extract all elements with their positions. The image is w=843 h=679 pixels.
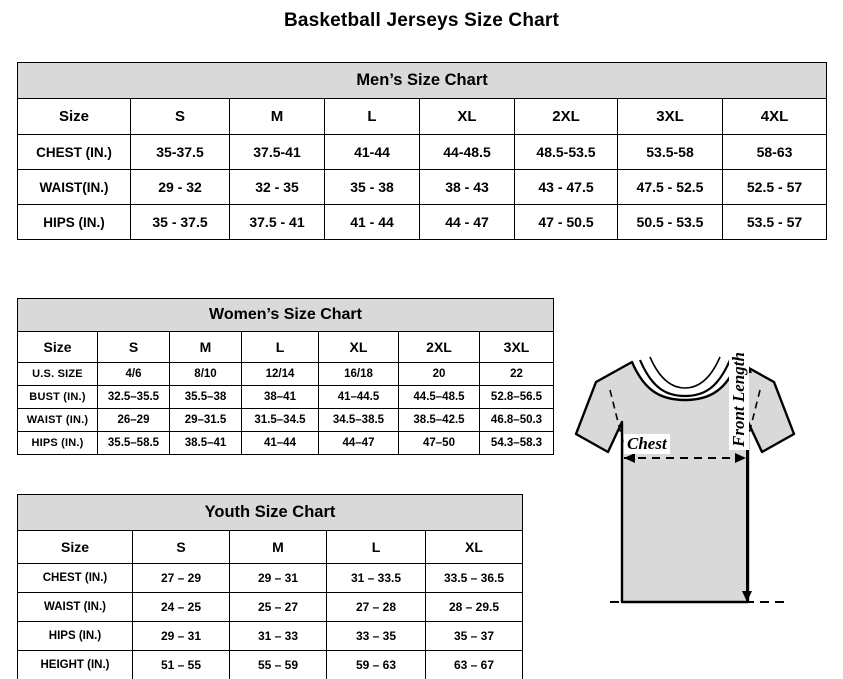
table-cell: 31.5–34.5 [242, 409, 319, 432]
youth-size-chart-section [17, 494, 522, 679]
table-row [18, 363, 554, 386]
column-header: L [327, 531, 426, 564]
table-cell: 38.5–42.5 [399, 409, 480, 432]
column-header: XL [319, 332, 399, 363]
table-cell: 34.5–38.5 [319, 409, 399, 432]
table-row [18, 170, 827, 205]
column-header: XL [426, 531, 523, 564]
table-cell: 52.5 - 57 [723, 170, 827, 205]
table-cell: 44.5–48.5 [399, 386, 480, 409]
row-label: U.S. SIZE [18, 363, 98, 386]
column-header: S [133, 531, 230, 564]
table-cell: 41–44.5 [319, 386, 399, 409]
table-cell: 31 – 33.5 [327, 564, 426, 593]
table-header-row [18, 99, 827, 135]
column-header: Size [18, 531, 133, 564]
column-header: M [230, 99, 325, 135]
table-cell: 46.8–50.3 [480, 409, 554, 432]
column-header: S [98, 332, 170, 363]
jersey-measurement-diagram [540, 330, 840, 670]
table-cell: 35 – 37 [426, 622, 523, 651]
womens-size-table [17, 298, 554, 455]
table-cell: 47 - 50.5 [515, 205, 618, 240]
table-cell: 59 – 63 [327, 651, 426, 679]
table-cell: 26–29 [98, 409, 170, 432]
table-cell: 52.8–56.5 [480, 386, 554, 409]
table-cell: 29 – 31 [133, 622, 230, 651]
table-caption-row [18, 299, 554, 332]
table-cell: 22 [480, 363, 554, 386]
womens-size-chart-section [17, 298, 553, 455]
column-header: 3XL [618, 99, 723, 135]
table-row [18, 651, 523, 679]
table-cell: 35.5–38 [170, 386, 242, 409]
column-header: 2XL [515, 99, 618, 135]
table-cell: 33.5 – 36.5 [426, 564, 523, 593]
table-cell: 54.3–58.3 [480, 432, 554, 455]
table-cell: 51 – 55 [133, 651, 230, 679]
table-cell: 33 – 35 [327, 622, 426, 651]
table-cell: 38 - 43 [420, 170, 515, 205]
table-cell: 20 [399, 363, 480, 386]
table-cell: 55 – 59 [230, 651, 327, 679]
table-row [18, 386, 554, 409]
table-cell: 48.5-53.5 [515, 135, 618, 170]
table-caption-row [18, 63, 827, 99]
table-row [18, 564, 523, 593]
table-cell: 24 – 25 [133, 593, 230, 622]
table-cell: 37.5-41 [230, 135, 325, 170]
table-cell: 38–41 [242, 386, 319, 409]
column-header: M [230, 531, 327, 564]
chest-label: Chest [624, 434, 670, 454]
column-header: Size [18, 99, 131, 135]
table-cell: 27 – 28 [327, 593, 426, 622]
table-row [18, 135, 827, 170]
row-label: HIPS (IN.) [18, 432, 98, 455]
table-cell: 41–44 [242, 432, 319, 455]
youth-caption: Youth Size Chart [18, 495, 523, 531]
table-cell: 31 – 33 [230, 622, 327, 651]
column-header: L [242, 332, 319, 363]
table-cell: 35.5–58.5 [98, 432, 170, 455]
table-cell: 4/6 [98, 363, 170, 386]
row-label: CHEST (IN.) [18, 564, 133, 593]
table-cell: 63 – 67 [426, 651, 523, 679]
table-cell: 29 – 31 [230, 564, 327, 593]
table-cell: 50.5 - 53.5 [618, 205, 723, 240]
table-cell: 38.5–41 [170, 432, 242, 455]
table-caption-row [18, 495, 523, 531]
table-cell: 28 – 29.5 [426, 593, 523, 622]
column-header: Size [18, 332, 98, 363]
table-cell: 58-63 [723, 135, 827, 170]
table-cell: 29–31.5 [170, 409, 242, 432]
table-cell: 27 – 29 [133, 564, 230, 593]
column-header: 3XL [480, 332, 554, 363]
column-header: S [131, 99, 230, 135]
table-cell: 53.5 - 57 [723, 205, 827, 240]
youth-size-table [17, 494, 523, 679]
column-header: L [325, 99, 420, 135]
page-title: Basketball Jerseys Size Chart [283, 10, 560, 31]
table-cell: 16/18 [319, 363, 399, 386]
table-cell: 32.5–35.5 [98, 386, 170, 409]
table-row [18, 432, 554, 455]
table-header-row [18, 531, 523, 564]
table-cell: 8/10 [170, 363, 242, 386]
table-cell: 53.5-58 [618, 135, 723, 170]
row-label: HIPS (IN.) [18, 622, 133, 651]
table-cell: 35 - 37.5 [131, 205, 230, 240]
table-cell: 44 - 47 [420, 205, 515, 240]
front-length-label: Front Length [729, 349, 749, 450]
table-cell: 44-48.5 [420, 135, 515, 170]
shirt-outline [576, 362, 794, 602]
jersey-illustration-icon [540, 330, 830, 660]
column-header: 2XL [399, 332, 480, 363]
row-label: HIPS (IN.) [18, 205, 131, 240]
mens-caption: Men’s Size Chart [18, 63, 827, 99]
row-label: BUST (IN.) [18, 386, 98, 409]
table-row [18, 622, 523, 651]
table-cell: 29 - 32 [131, 170, 230, 205]
row-label: CHEST (IN.) [18, 135, 131, 170]
table-cell: 35-37.5 [131, 135, 230, 170]
column-header: 4XL [723, 99, 827, 135]
table-cell: 12/14 [242, 363, 319, 386]
row-label: WAIST(IN.) [18, 170, 131, 205]
mens-size-chart-section [17, 62, 826, 240]
row-label: HEIGHT (IN.) [18, 651, 133, 679]
table-cell: 37.5 - 41 [230, 205, 325, 240]
column-header: M [170, 332, 242, 363]
table-cell: 44–47 [319, 432, 399, 455]
table-cell: 41 - 44 [325, 205, 420, 240]
table-cell: 32 - 35 [230, 170, 325, 205]
row-label: WAIST (IN.) [18, 593, 133, 622]
table-header-row [18, 332, 554, 363]
row-label: WAIST (IN.) [18, 409, 98, 432]
neckline-inner [650, 357, 720, 388]
table-row [18, 205, 827, 240]
womens-caption: Women’s Size Chart [18, 299, 554, 332]
mens-size-table [17, 62, 827, 240]
table-cell: 25 – 27 [230, 593, 327, 622]
column-header: XL [420, 99, 515, 135]
table-cell: 47–50 [399, 432, 480, 455]
table-row [18, 409, 554, 432]
table-cell: 35 - 38 [325, 170, 420, 205]
table-row [18, 593, 523, 622]
table-cell: 47.5 - 52.5 [618, 170, 723, 205]
table-cell: 43 - 47.5 [515, 170, 618, 205]
table-cell: 41-44 [325, 135, 420, 170]
